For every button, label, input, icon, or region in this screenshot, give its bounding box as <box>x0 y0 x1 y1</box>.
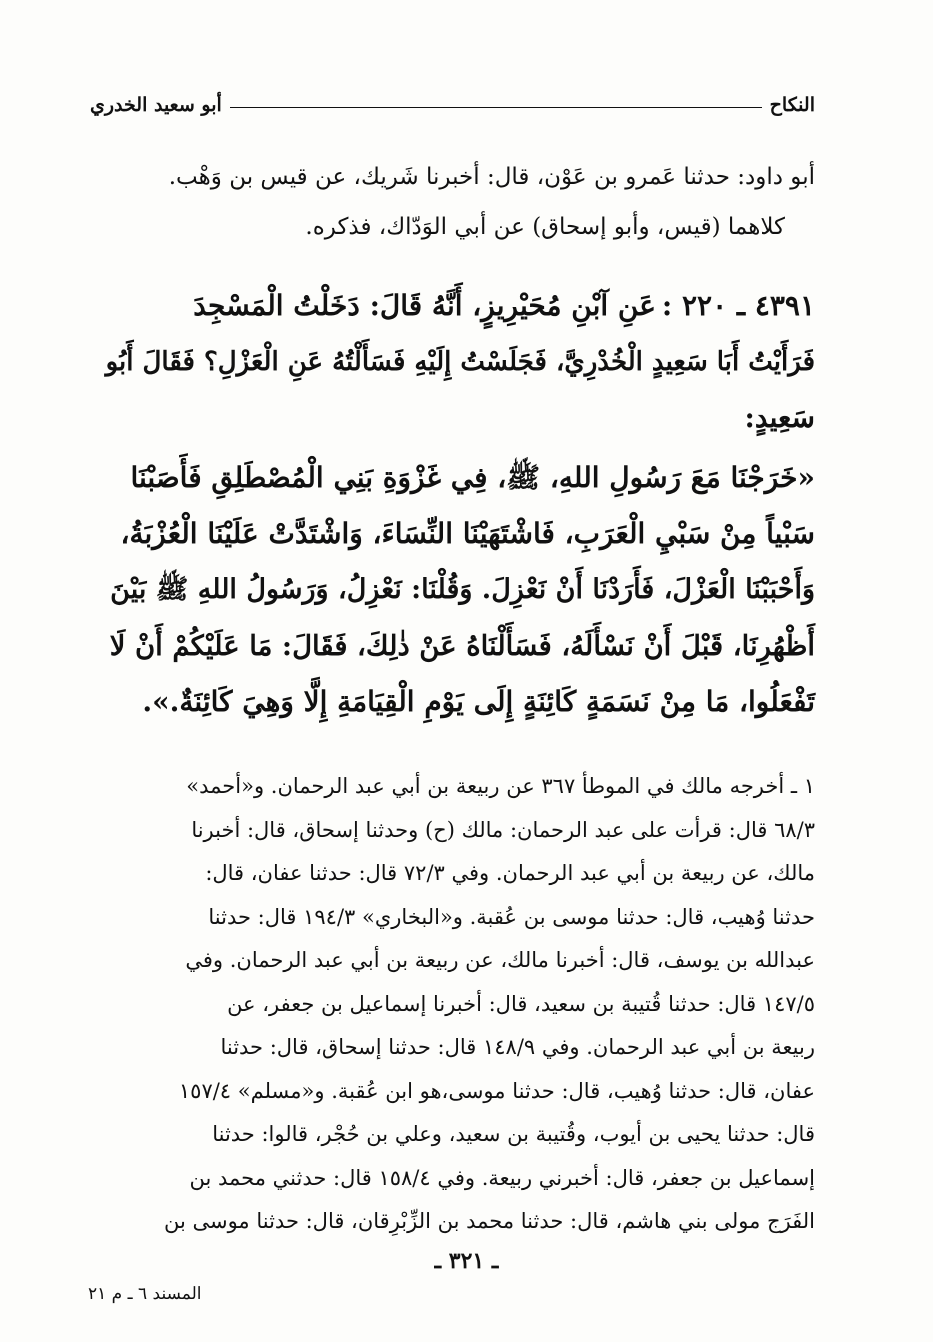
footnote-line: ١ ـ أخرجه مالك في الموطأ ٣٦٧ عن ربيعة بن أبي عبد الرحمان. و«أحمد» <box>186 774 815 798</box>
footnote-line: الفَرَج مولى بني هاشم، قال: حدثنا محمد بن الزِّبْرِقان، قال: حدثنا موسى بن <box>163 1209 815 1233</box>
footnotes <box>100 765 815 1244</box>
footnote-line: إسماعيل بن جعفر، قال: أخبرني ربيعة. وفي ١٥٨/٤ قال: حدثني محمد بن <box>189 1165 815 1190</box>
hadith-number: ٤٣٩١ ـ ٢٢٠ : <box>661 289 815 322</box>
footnote-line: ٦٨/٣ قال: قرأت على عبد الرحمان: مالك (ح) وحدثنا إسحاق، قال: أخبرنا <box>191 817 815 842</box>
hadith-text: عَنِ آبْنِ مُحَيْرِيزٍ، أَنَّهُ قَالَ: دَخَلْتُ الْمَسْجِدَ <box>193 289 656 322</box>
matn-line: «خَرَجْنَا مَعَ رَسُولِ اللهِ، ﷺ، فِي غَزْوَةِ بَنِي الْمُصْطَلِقِ فَأَصَبْنَا <box>130 461 815 494</box>
footnote-line: قال: حدثنا يحيى بن أيوب، وقُتيبة بن سعيد، وعلي بن حُجْر، قالوا: حدثنا <box>212 1122 815 1146</box>
matn-line: تَفْعَلُوا، مَا مِنْ نَسَمَةٍ كَائِنَةٍ إِلَى يَوْمِ الْقِيَامَةِ إِلَّا وَهِيَ كَائِنَةٌ.». <box>142 685 815 718</box>
matn-line: أَظْهُرِنَا، قَبْلَ أَنْ نَسْأَلَهُ، فَسَأَلْنَاهُ عَنْ ذٰلِكَ، فَقَالَ: مَا عَلَيْكُمْ أَنْ لَا <box>109 630 815 662</box>
volume-signature: المسند ٦ ـ م ٢١ <box>88 1284 202 1304</box>
header-rule <box>230 107 762 108</box>
hadith-line: سَعِيدٍ: <box>744 401 815 434</box>
running-header <box>90 86 815 116</box>
hadith-line <box>100 278 815 334</box>
footnote-line: ربيعة بن أبي عبد الرحمان. وفي ١٤٨/٩ قال: حدثنا إسحاق، قال: حدثنا <box>220 1035 815 1059</box>
isnad-block <box>100 152 815 252</box>
footnote-line: حدثنا وُهيب، قال: حدثنا موسى بن عُقبة. و«البخاري» ١٩٤/٣ قال: حدثنا <box>208 904 815 929</box>
footnote-line: مالك، عن ربيعة بن أبي عبد الرحمان. وفي ٧٢/٣ قال: حدثنا عفان، قال: <box>205 861 815 885</box>
hadith-matn <box>100 450 815 730</box>
companion-title: أبو سعيد الخدري <box>90 94 222 116</box>
hadith-intro <box>100 278 815 446</box>
isnad-line: كلاهما (قيس، وأبو إسحاق) عن أبي الوَدّاك، فذكره. <box>305 214 785 240</box>
chapter-title: النكاح <box>769 94 815 116</box>
footnote-line: ١٤٧/٥ قال: حدثنا قُتيبة بن سعيد، قال: أخبرنا إسماعيل بن جعفر، عن <box>227 991 815 1016</box>
isnad-line: أبو داود: حدثنا عَمرو بن عَوْن، قال: أخبرنا شَريك، عن قيس بن وَهْب. <box>168 164 815 190</box>
page-number: ـ ٣٢١ ـ <box>434 1248 499 1274</box>
footnote-line: عفان، قال: حدثنا وُهيب، قال: حدثنا موسى،هو ابن عُقبة. و«مسلم» ١٥٧/٤ <box>178 1078 815 1103</box>
footnote-line: عبدالله بن يوسف، قال: أخبرنا مالك، عن ربيعة بن أبي عبد الرحمان. وفي <box>185 948 815 972</box>
matn-line: وَأَحْبَبْنَا الْعَزْلَ، فَأَرَدْنَا أَنْ نَعْزِلَ. وَقُلْنَا: نَعْزِلُ، وَرَسُولُ اللهِ ﷺ بَيْنَ <box>110 574 815 605</box>
hadith-line: فَرَأَيْتُ أَبَا سَعِيدٍ الْخُدْرِيَّ، فَجَلَسْتُ إِلَيْهِ فَسَأَلْتُهُ عَنِ الْعَزْلِ؟ فَقَالَ أَبُو <box>105 347 815 377</box>
matn-line: سَبْياً مِنْ سَبْيِ الْعَرَبِ، فَاشْتَهَيْنَا النِّسَاءَ، وَاشْتَدَّتْ عَلَيْنَا الْعُزْبَةُ، <box>120 517 815 550</box>
